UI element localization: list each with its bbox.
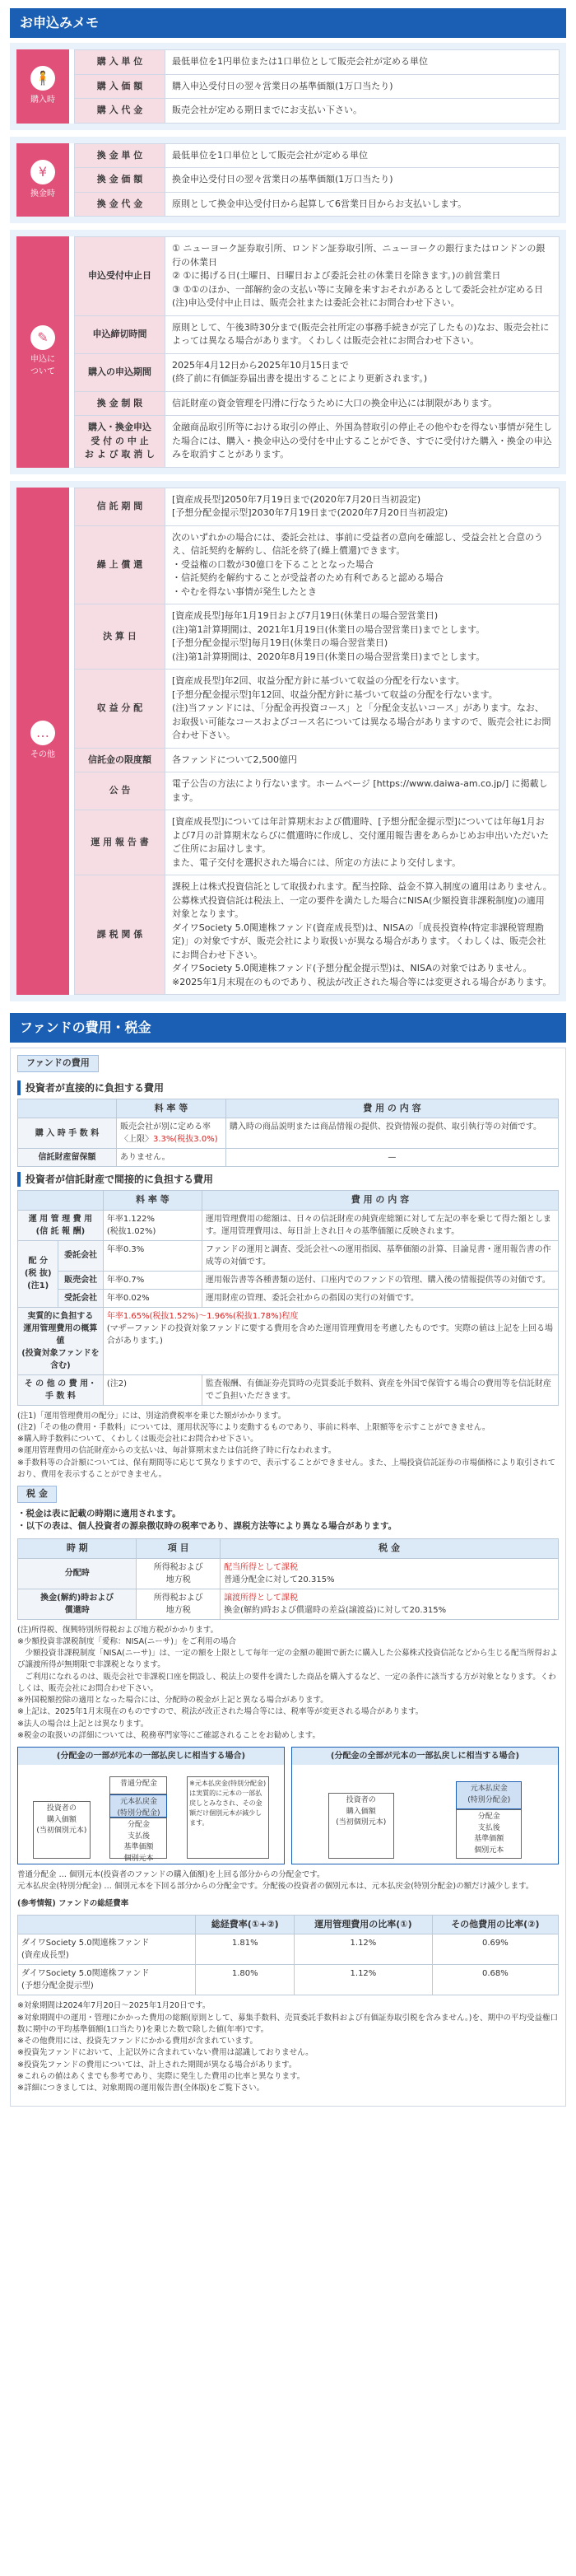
tax-row-item: 所得税および 地方税 [137, 1558, 221, 1589]
row-value: 販売会社が定める期日までにお支払い下さい。 [165, 99, 560, 124]
tax-row-time: 換金(解約)時および 償還時 [18, 1589, 137, 1619]
application-memo [10, 43, 566, 130]
tax-tag: 税 金 [17, 1486, 57, 1503]
row-label: 換 金 価 額 [75, 168, 165, 193]
row-value: 信託財産の資金管理を円滑に行なうために大口の換金申込には制限があります。 [165, 391, 560, 416]
ref-other: 0.69% [432, 1934, 558, 1965]
tax-row-type: 譲渡所得として課税 [224, 1593, 299, 1603]
row-label: 購入の申込期間 [75, 353, 165, 391]
mgmt-label: 運 用 管 理 費 用 (信 託 報 酬) [18, 1210, 104, 1240]
ref-mgmt: 1.12% [295, 1934, 433, 1965]
row-label: 換 金 単 位 [75, 143, 165, 168]
col-content-2: 費 用 の 内 容 [202, 1191, 558, 1211]
buy-fee-rate-a: 販売会社が別に定める率 〈上限〉 [120, 1122, 211, 1144]
real-cost-content: (マザーファンドの投資対象ファンドに要する費用を含めた運用管理費用を考慮したものです。実際の値は上記を上回る場合があります。) [106, 1323, 554, 1346]
other-cost-label: そ の 他 の 費 用・ 手 数 料 [18, 1374, 104, 1405]
row-label: 申込締切時間 [75, 315, 165, 353]
mgmt-content: 運用管理費用の総額は、日々の信託財産の純資産総額に対して左記の率を乗じて得た額とします。運用管理費用は、毎日計上され日々の基準価額に反映されます。 [202, 1210, 558, 1240]
diagram-note: ※元本払戻金(特別分配金)は実質的に元本の一部払戻しとみなされ、その金額だけ個別元本が減少します。 [187, 1776, 269, 1859]
real-cost-rate: 年率1.65%(税抜1.52%)～1.96%(税抜1.78%)程度 [106, 1311, 299, 1321]
row-label: 公 告 [75, 772, 165, 810]
row-value: 原則として換金申込受付日から起算して6営業日目からお支払いします。 [165, 192, 560, 217]
ref-col: 総経費率(①+②) [196, 1915, 295, 1934]
row-label: 収 益 分 配 [75, 670, 165, 749]
row-label: 購入・換金申込 受 付 の 中 止 お よ び 取 消 し [75, 416, 165, 468]
diagram-full [291, 1747, 559, 1864]
col-content: 費 用 の 内 容 [225, 1099, 558, 1118]
row-label: 申込受付中止日 [75, 237, 165, 316]
apply-table [74, 236, 560, 468]
alloc-row-rate: 年率0.3% [103, 1240, 202, 1271]
direct-cost-table [17, 1099, 559, 1168]
post-dist-box: 分配金 支払後 基準価額 個別元本 [456, 1809, 522, 1859]
row-label: 購 入 代 金 [75, 99, 165, 124]
row-value: [資産成長型]毎年1月19日および7月19日(休業日の場合翌営業日) (注)第1計算期間は、2021年1月19日(休業日の場合翌営業日)までとします。 [予想分配金提示型]毎月19日(休業日の場合翌営業日) (注)第1計算期間は、2020年8月19日(休業日の場合翌営業日)までとします。 [165, 604, 560, 670]
alloc-row-label: 委託会社 [58, 1240, 103, 1271]
tax-row-item: 所得税および 地方税 [137, 1589, 221, 1619]
purchase-icon: 🧍 [30, 66, 55, 91]
redeem-badge [16, 143, 69, 217]
tax-row-rate: 換金(解約)時および償還時の差益(譲渡益)に対して20.315% [224, 1605, 447, 1615]
alloc-row-rate: 年率0.02% [103, 1289, 202, 1307]
ref-col: 運用管理費用の比率(①) [295, 1915, 433, 1934]
row-label: 課 税 関 係 [75, 875, 165, 995]
fee-notes: (注1)「運用管理費用の配分」には、別途消費税率を乗じた額がかかります。 (注2)「その他の費用・手数料」については、運用状況等により変動するものであり、事前に料率、上限額等を示すことができません。 ※購入時手数料について、くわしくは販売会社にお問合わせ下さい。 ※運用管理費用の信託財産からの支払いは、毎計算期末または信託終了時に行なわれます。 ※手数料等の合計額については、保有期間等に応じて異なりますので、表示することができません。また、上場投資信託証券の市場価格により取引されており、費用を表示することができません。 [17, 1411, 556, 1479]
diagram-partial [17, 1747, 285, 1864]
direct-cost-title: 投資者が直接的に負担する費用 [17, 1080, 559, 1095]
row-value: 2025年4月12日から2025年10月15日まで (終了前に有価証券届出書を提出することにより更新されます。) [165, 353, 560, 391]
distribution-diagrams [17, 1747, 559, 1864]
tax-row-type: 配当所得として課税 [224, 1562, 299, 1572]
tax-row-value [221, 1558, 559, 1589]
tax-col-tax: 税 金 [221, 1539, 559, 1559]
row-value: 電子公告の方法により行ないます。ホームページ [https://www.daiwa-am.co.jp/] に掲載します。 [165, 772, 560, 810]
row-value: 各ファンドについて2,500億円 [165, 748, 560, 772]
buy-fee-content: 購入時の商品説明または商品情報の提供、投資情報の提供、取引執行等の対価です。 [225, 1118, 558, 1149]
reserve-rate: ありません。 [117, 1149, 226, 1167]
row-label: 繰 上 償 還 [75, 525, 165, 604]
diagram-title: (分配金の一部が元本の一部払戻しに相当する場合) [18, 1748, 284, 1765]
ref-col: その他費用の比率(②) [432, 1915, 558, 1934]
fees-tag: ファンドの費用 [17, 1055, 99, 1072]
row-value: ① ニューヨーク証券取引所、ロンドン証券取引所、ニューヨークの銀行またはロンドンの銀行の休業日 ② ①に掲げる日(土曜日、日曜日および委託会社の休業日を除きます。)の前営業日 ③ ①①のほか、一部解約金の支払い等に支障を来すおそれがあるとして委託会社が定める日 (注)申込受付中止日は、販売会社または委託会社にお問合わせ下さい。 [165, 237, 560, 316]
other-group [16, 488, 560, 996]
diagram-title: (分配金の全部が元本の一部払戻しに相当する場合) [292, 1748, 558, 1765]
ref-total: 1.81% [196, 1934, 295, 1965]
ref-col [18, 1915, 196, 1934]
ref-title: (参考情報) ファンドの総経費率 [17, 1898, 129, 1908]
row-value: 最低単位を1口単位として販売会社が定める単位 [165, 143, 560, 168]
row-value: 次のいずれかの場合には、委託会社は、事前に受益者の意向を確認し、受益会社と合意のうえ、信託契約を解約し、信託を終了(繰上償還)できます。 ・受益権の口数が30億口を下ることとなった場合 ・信託契約を解約することが受益者のため有利であると認める場合 ・やむを得ない事情が発生したとき [165, 525, 560, 604]
other-icon: … [30, 721, 55, 745]
apply-badge [16, 236, 69, 468]
redeem-badge-label: 換金時 [30, 189, 55, 198]
row-value: 最低単位を1円単位または1口単位として販売会社が定める単位 [165, 50, 560, 75]
other-badge [16, 488, 69, 996]
indirect-cost-table [17, 1190, 559, 1406]
apply-icon: ✎ [30, 325, 55, 350]
purchase-price-box: 投資者の 購入価額 (当初個別元本) [328, 1793, 394, 1859]
tax-notes: (注)所得税、復興特別所得税および地方税がかかります。 ※少額投資非課税制度「愛称：NISA(ニーサ)」をご利用の場合 少額投資非課税制度「NISA(ニーサ)」は、一定の額を上限として毎年一定の金額の範囲で新たに購入した公募株式投資信託などから生じる配当所得および譲渡所得が無期限で非課税となります。 ご利用になれるのは、販売会社で非課税口座を開設し、税法上の要件を満たした商品を購入するなど、一定の条件に該当する方が対象となります。くわしくは、販売会社にお問合わせ下さい。 ※外国税額控除の適用となった場合には、分配時の税金が上記と異なる場合があります。 ※上記は、2025年1月末現在のものですので、税法が改正された場合等には、税率等が変更される場合があります。 ※法人の場合は上記とは異なります。 ※税金の取扱いの詳細については、税務専門家等にご確認されることをお勧めします。 [17, 1625, 559, 1740]
row-value: [資産成長型]については年計算期末および償還時、[予想分配金提示型]については年毎1月および7月の計算期末ならびに償還時に作成し、交付運用報告書をあらかじめお申出いただいたご住所にお届けします。 また、電子交付を選択された場合には、所定の方法により交付します。 [165, 810, 560, 875]
purchase-table [74, 49, 560, 124]
ref-other: 0.68% [432, 1965, 558, 1995]
purchase-badge [16, 49, 69, 124]
ref-fund-name: ダイワSociety 5.0関連株ファンド (資産成長型) [18, 1934, 196, 1965]
tax-intro: ・税金は表に記載の時期に適用されます。 ・以下の表は、個人投資者の源泉徴収時の税率であり、課税方法等により異なる場合があります。 [17, 1508, 397, 1532]
section-title-fees: ファンドの費用・税金 [10, 1013, 566, 1043]
indirect-cost-title: 投資者が信託財産で間接的に負担する費用 [17, 1172, 559, 1187]
other-cost-content: 監査報酬、有価証券売買時の売買委託手数料、資産を外国で保管する場合の費用等を信託財産でご負担いただきます。 [202, 1374, 558, 1405]
purchase-group [16, 49, 560, 124]
other-table [74, 488, 560, 996]
row-label: 換 金 代 金 [75, 192, 165, 217]
normal-dist-box: 普通分配金 [109, 1776, 167, 1794]
col-rate-2: 料 率 等 [103, 1191, 202, 1211]
row-label: 購 入 価 額 [75, 74, 165, 99]
other-badge-label: その他 [30, 750, 55, 760]
row-label: 信 託 期 間 [75, 488, 165, 525]
col-rate: 料 率 等 [117, 1099, 226, 1118]
row-label: 決 算 日 [75, 604, 165, 670]
alloc-row-label: 受託会社 [58, 1289, 103, 1307]
tax-table [17, 1538, 559, 1620]
ref-mgmt: 1.12% [295, 1965, 433, 1995]
real-cost-label: 実質的に負担する 運用管理費用の概算値 (投資対象ファンドを含む) [18, 1307, 104, 1374]
expense-ratio-table [17, 1915, 559, 1996]
buy-fee-rate-b: 3.3%(税抜3.0%) [153, 1135, 218, 1144]
refund-dist-box: 元本払戻金 (特別分配金) [456, 1781, 522, 1809]
row-value: 換金申込受付日の翌々営業日の基準価額(1万口当たり) [165, 168, 560, 193]
alloc-row-label: 販売会社 [58, 1271, 103, 1289]
row-label: 換 金 制 限 [75, 391, 165, 416]
row-label: 信託金の限度額 [75, 748, 165, 772]
buy-fee-rate [117, 1118, 226, 1149]
row-value: [資産成長型]年2回、収益分配方針に基づいて収益の分配を行ないます。 [予想分配金提示型]年12回、収益分配方針に基づいて収益の分配を行ないます。 (注)当ファンドには、「分配金再投資コース」と「分配金支払いコース」があります。なお、お取扱い可能なコースおよびコース名については異なる場合がありますので、販売会社にお問合わせ下さい。 [165, 670, 560, 749]
apply-badge-label: 申込に ついて [30, 355, 55, 377]
row-label: 購 入 単 位 [75, 50, 165, 75]
mgmt-rate: 年率1.122% (税抜1.02%) [103, 1210, 202, 1240]
row-value: 原則として、午後3時30分まで(販売会社所定の事務手続きが完了したもの)なお、販売会社によっては異なる場合があります。くわしくは販売会社にお問合わせ下さい。 [165, 315, 560, 353]
alloc-row-content: 運用財産の管理、委託会社からの指図の実行の対価です。 [202, 1289, 558, 1307]
purchase-badge-label: 購入時 [30, 96, 55, 105]
redeem-group [16, 143, 560, 217]
alloc-label: 配 分 (税 抜) (注1) [18, 1240, 58, 1307]
post-dist-box: 分配金 支払後 基準価額 個別元本 [109, 1818, 167, 1859]
tax-row-value [221, 1589, 559, 1619]
real-cost-cell [103, 1307, 558, 1374]
redeem-table [74, 143, 560, 217]
row-value: [資産成長型]2050年7月19日まで(2020年7月20日当初設定) [予想分配金提示型]2030年7月19日まで(2020年7月20日当初設定) [165, 488, 560, 525]
purchase-price-box: 投資者の 購入価額 (当初個別元本) [33, 1801, 91, 1859]
row-value: 課税上は株式投資信託として取扱われます。配当控除、益金不算入制度の適用はありません。 公募株式投資信託は税法上、一定の要件を満たした場合にNISA(少額投資非課税制度)の適用対象となります。 ダイワSociety 5.0関連株ファンド(資産成長型)は、NISAの「成長投資枠(特定非課税管理勘定)」の対象ですが、販売会社により取扱いが異なる場合があります。くわしくは、販売会社にお問合わせ下さい。 ダイワSociety 5.0関連株ファンド(予想分配金提示型)は、NISAの対象ではありません。 ※2025年1月末現在のものであり、税法が改正された場合等には変更される場合があります。 [165, 875, 560, 995]
row-value: 金融商品取引所等における取引の停止、外国為替取引の停止その他やむを得ない事情が発生した場合には、購入・換金申込の受付を中止することができ、すでに受付けた購入・換金の申込みを取消すことがあります。 [165, 416, 560, 468]
alloc-row-content: ファンドの運用と調査、受託会社への運用指図、基準価額の計算、目論見書・運用報告書の作成等の対価です。 [202, 1240, 558, 1271]
refund-dist-box: 元本払戻金 (特別分配金) [109, 1794, 167, 1818]
apply-group [16, 236, 560, 468]
diagram-notes: 普通分配金 … 個別元本(投資者のファンドの購入価額)を上回る部分からの分配金です。 元本払戻金(特別分配金) … 個別元本を下回る部分からの分配金です。分配後の投資者の個別元本は、元本払戻金(特別分配金)の額だけ減少します。 [17, 1870, 534, 1892]
reserve-content: — [225, 1149, 558, 1167]
ref-fund-name: ダイワSociety 5.0関連株ファンド (予想分配金提示型) [18, 1965, 196, 1995]
row-value: 購入申込受付日の翌々営業日の基準価額(1万口当たり) [165, 74, 560, 99]
reserve-label: 信託財産留保額 [18, 1149, 117, 1167]
ref-notes: ※対象期間は2024年7月20日～2025年1月20日です。 ※対象期間中の運用・管理にかかった費用の総額(原則として、募集手数料、売買委託手数料および有価証券取引税を含みません。)を、期中の平均受益権口数に期中の平均基準価額(1口当たり)を乗じた数で除した値(年率)です。 ※その他費用には、投資先ファンドにかかる費用が含まれています。 ※投資先ファンドにおいて、上記以外に含まれていない費用は認識しておりません。 ※投資先ファンドの費用については、計上された期間が異なる場合があります。 ※これらの値はあくまでも参考であり、実際に発生した費用の比率と異なります。 ※詳細につきましては、対象期間の運用報告書(全体版)をご覧下さい。 [17, 2001, 559, 2093]
section-title: お申込みメモ [10, 8, 566, 38]
tax-col-item: 項 目 [137, 1539, 221, 1559]
tax-row-rate: 普通分配金に対して20.315% [224, 1575, 335, 1584]
ref-total: 1.80% [196, 1965, 295, 1995]
redeem-icon: ¥ [30, 160, 55, 184]
tax-row-time: 分配時 [18, 1558, 137, 1589]
other-cost-rate: (注2) [103, 1374, 202, 1405]
buy-fee-label: 購 入 時 手 数 料 [18, 1118, 117, 1149]
row-label: 運 用 報 告 書 [75, 810, 165, 875]
alloc-row-content: 運用報告書等各種書類の送付、口座内でのファンドの管理、購入後の情報提供等の対価です。 [202, 1271, 558, 1289]
tax-col-time: 時 期 [18, 1539, 137, 1559]
alloc-row-rate: 年率0.7% [103, 1271, 202, 1289]
